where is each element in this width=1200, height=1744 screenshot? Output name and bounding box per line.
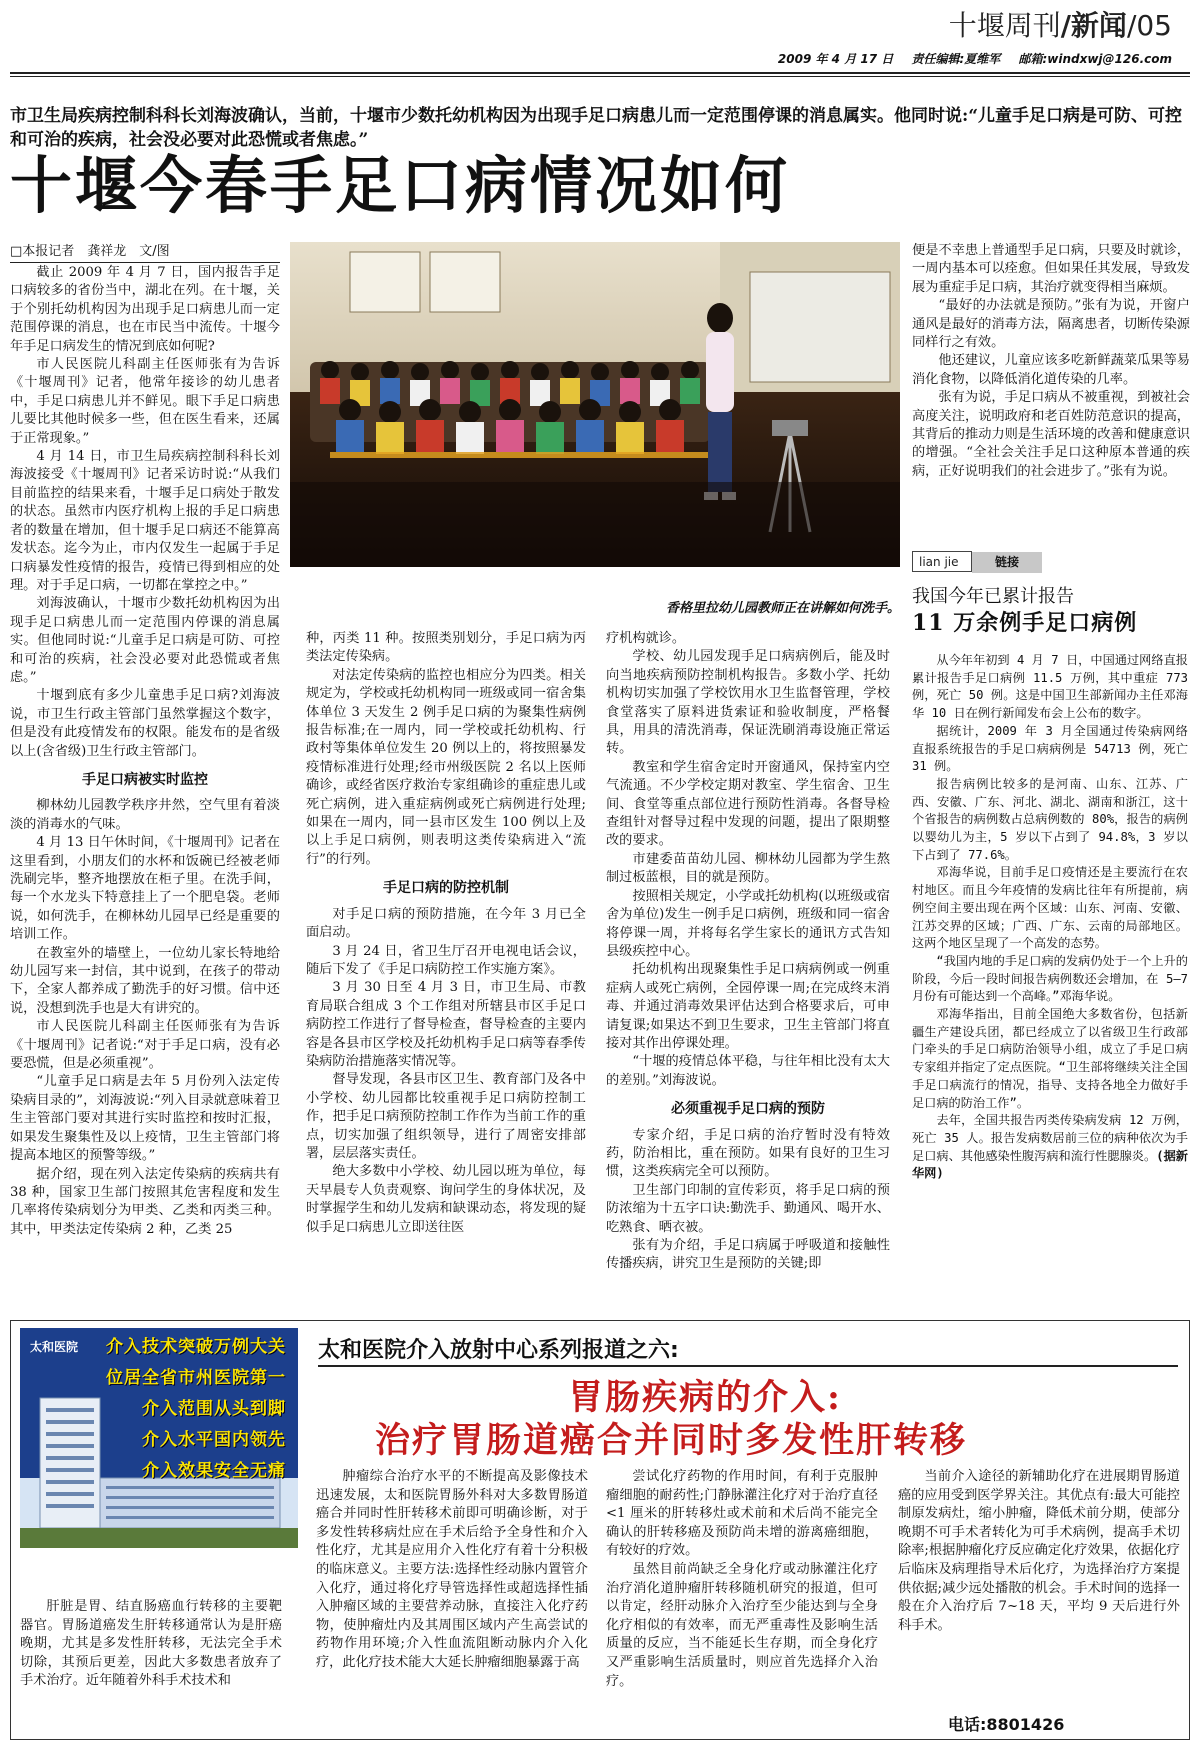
ad-series-title: 太和医院介入放射中心系列报道之六: [318, 1338, 679, 1363]
ad-series-divider [318, 1365, 1178, 1367]
paragraph: 邓海华指出，目前全国绝大多数省份，包括新疆生产建设兵团，都已经成立了以省级卫生行政部门牵头的手足口病防治领导小组，成立了手足口病专家组并指定了定点医院。“卫生部将继续关注全国手足口病流行的情况，指导、支持各地全力做好手足口病的防治工作”。 [912, 1007, 1188, 1110]
article-column-2 [306, 630, 586, 1306]
byline: □本报记者 龚祥龙 文/图 [10, 240, 280, 263]
article-column-1 [10, 264, 280, 1306]
paragraph: 肿瘤综合治疗水平的不断提高及影像技术迅速发展，太和医院胃肠外科对大多数胃肠道癌合并同时性肝转移术前即可明确诊断，对于多发性转移病灶应在手术后给予全身性和介入性化疗，尤其是应用介入性化疗有着十分积极的临床意义。主要方法:选择性经动脉内置管介入化疗，通过将化疗导管选择性或超选择性插入肿瘤区域的主要营养动脉，直接注入化疗药物，使肿瘤灶内及其周围区域内产生高尝试的药物作用环境;介入性血流阻断动脉内介入化疗，此化疗技术能大大延长肿瘤细胞暴露于高 [316, 1469, 588, 1670]
classroom-photo [290, 242, 900, 567]
sidebar-body [912, 652, 1188, 1183]
paragraph: 邓海华说，目前手足口疫情还是主要流行在农村地区。而且今年疫情的发病比往年有所提前，病例空间主要出现在两个区域：山东、河南、安徽、江苏交界的区域；广西、广东、云南的局部地区。这两个地区呈现了一个高发的态势。 [912, 865, 1188, 951]
classroom-photo-illustration [290, 242, 900, 567]
article-lead: 市卫生局疾病控制科科长刘海波确认，当前，十堰市少数托幼机构因为出现手足口病患儿而一定范围停课的消息属实。他同时说:“儿童手足口病是可防、可控和可治的疾病，社会没必要对此恐慌或者焦虑。” [10, 106, 1183, 150]
subheading-prevention-mechanism: 手足口病的防控机制 [383, 880, 509, 897]
paragraph: 绝大多数中小学校、幼儿园以班为单位，每天早晨专人负责观察、询问学生的身体状况，及时掌握学生和幼儿发病和缺课动态，将发现的疑似手足口病患儿立即送往医 [306, 1164, 586, 1235]
paragraph: “儿童手足口病是去年 5 月份列入法定传染病目录的”，刘海波说:“列入目录就意味着卫生主管部门要对其进行实时监控和按时汇报，如果发生聚集性及以上疫情，卫生主管部门将提高本地区的预警等级。” [10, 1074, 280, 1164]
paragraph: 当前介入途径的新辅助化疗在进展期胃肠道癌的应用受到医学界关注。其优点有:最大可能控制原发病灶，缩小肿瘤，降低术前分期，使部分晚期不可手术者转化为可手术病例，提高手术切除率;根据肿瘤化疗反应确定化疗效果，依据化疗后临床及病理指导术后化疗，为选择治疗方案提供依据;减少远处播散的机会。手术时间的选择一般在介入治疗后 7~18 天，平均 9 天后进行外科手术。 [898, 1469, 1180, 1633]
editor-credit: 责任编辑:夏维军 [911, 52, 1001, 66]
paragraph: 对手足口病的预防措施，在今年 3 月已全面启动。 [306, 906, 586, 941]
article-column-4 [912, 242, 1190, 542]
article-headline: 十堰今春手足口病情况如何 [10, 149, 791, 222]
link-tag [912, 551, 1098, 572]
paragraph: 便是不幸患上普通型手足口病，只要及时就诊，一周内基本可以痊愈。但如果任其发展，导致发展为重症手足口病，其治疗就变得相当麻烦。 [912, 243, 1190, 295]
ad-column-1 [20, 1598, 282, 1734]
paragraph: 4 月 13 日午休时间，《十堰周刊》记者在这里看到，小朋友们的水杯和饭碗已经被老师洗刷完毕，整齐地摆放在柜子里。在洗手间，每一个水龙头下特意挂上了一个肥皂袋。老师说，如何洗手，在柳林幼儿园早已经是重要的培训工作。 [10, 835, 280, 943]
paragraph: 据介绍，现在列入法定传染病的疾病共有 38 种，国家卫生部门按照其危害程度和发生几率将传染病划分为甲类、乙类和丙类三种。其中，甲类法定传染病 2 种，乙类 25 [10, 1166, 280, 1237]
masthead: 十堰周刊/新闻/05 [948, 9, 1172, 42]
hospital-logo: 太和医院 [30, 1340, 79, 1354]
ad-slogan: 介入技术突破万例大关 [106, 1337, 286, 1357]
paragraph: 他还建议，儿童应该多吃新鲜蔬菜瓜果等易消化食物，以降低消化道传染的几率。 [912, 353, 1190, 387]
paragraph: 教室和学生宿舍定时开窗通风，保持室内空气流通。不少学校定期对教室、学生宿舍、卫生间、食堂等重点部位进行预防性消毒。各督导检查组针对督导过程中发现的问题，提出了限期整改的要求。 [606, 759, 890, 849]
ad-column-3 [606, 1468, 878, 1734]
paragraph: 据统计，2009 年 3 月全国通过传染病网络直报系统报告的手足口病病例是 54713 例，死亡 31 例。 [912, 723, 1188, 774]
paragraph: 张有为说，手足口病从不被重视，到被社会高度关注，说明政府和老百姓防范意识的提高，其背后的推动力则是生活环境的改善和健康意识的增强。“全社会关注手足口这种原本普通的疾病，正好说明我们的社会进步了。”张有为说。 [912, 390, 1190, 479]
paragraph: 尝试化疗药物的作用时间，有利于克服肿瘤细胞的耐药性;门静脉灌注化疗对于治疗直径 <1 厘米的肝转移灶或术前和术后尚不能完全确认的肝转移癌及预防尚未增的游离癌细胞，有较好的疗效。 [606, 1469, 878, 1559]
header-divider-thin [10, 76, 1190, 77]
paragraph: 十堰到底有多少儿童患手足口病?刘海波说，市卫生行政主管部门虽然掌握这个数字，但是没有此疫情发布的权限。能发布的是省级以上(含省级)卫生行政主管部门。 [10, 688, 280, 759]
ad-slogans [106, 1332, 286, 1487]
paragraph: 截止 2009 年 4 月 7 日，国内报告手足口病较多的省份当中，湖北在列。在十堰，关于个别托幼机构因为出现手足口病患儿而一定范围停课的消息，也在市民当中流传。十堰今年手足口病发生的情况到底如何呢? [10, 265, 280, 354]
ad-headline-line-1: 胃肠疾病的介入: [568, 1377, 842, 1418]
paragraph: 去年，全国共报告丙类传染病发病 12 万例，死亡 35 人。报告发病数居前三位的病种依次为手足口病、其他感染性腹泻病和流行性腮腺炎。(据新华网) [912, 1113, 1188, 1181]
subheading-must-prevent: 必须重视手足口病的预防 [671, 1101, 825, 1118]
paragraph: 学校、幼儿园发现手足口病病例后，能及时向当地疾病预防控制机构报告。多数小学、托幼机构切实加强了学校饮用水卫生监督管理，学校食堂落实了原料进货索证和验收制度，严格餐具，用具的清洗消毒，保证洗刷消毒设施正常运转。 [606, 649, 890, 757]
header-meta [764, 50, 1172, 67]
sidebar-source: (据新华网) [912, 1148, 1188, 1181]
paragraph: 肝脏是胃、结直肠癌血行转移的主要靶器官。胃肠道癌发生肝转移通常认为是肝癌晚期，尤其是多发性肝转移，无法完全手术切除，其预后更差，因此大多数患者放弃了手术治疗。近年随着外科手术技术和 [20, 1599, 282, 1689]
paragraph: “十堰的疫情总体平稳，与往年相比没有太大的差别。”刘海波说。 [606, 1054, 890, 1088]
paragraph: 刘海波确认，十堰市少数托幼机构因为出现手足口病患儿而一定范围内停课的消息属实。但他同时说:“儿童手足口病是可防、可控和可治的疾病，社会没必要对此恐慌或者焦虑。” [10, 596, 280, 685]
sidebar-title-line-1: 我国今年已累计报告 [912, 586, 1074, 607]
paragraph: “最好的办法就是预防。”张有为说，开窗户通风是最好的消毒方法，隔离患者，切断传染源同样行之有效。 [912, 298, 1190, 351]
paragraph: 市人民医院儿科副主任医师张有为告诉《十堰周刊》记者说:“对于手足口病，没有必要恐慌，但是必须重视”。 [10, 1019, 280, 1072]
link-tag-pinyin: lian jie [912, 551, 972, 572]
header-divider [10, 72, 1190, 74]
ad-headline-line-2: 治疗胃肠道癌合并同时多发性肝转移 [375, 1420, 968, 1461]
sidebar-title-line-2: 11 万余例手足口病例 [912, 610, 1138, 636]
ad-phone: 电话:8801426 [948, 1715, 1065, 1734]
paragraph: 疗机构就诊。 [606, 631, 686, 646]
paragraph: 张有为介绍，手足口病属于呼吸道和接触性传播疾病，讲究卫生是预防的关键;即 [606, 1238, 890, 1272]
paragraph: 3 月 24 日，省卫生厅召开电视电话会议，随后下发了《手足口病防控工作实施方案》。 [306, 943, 586, 977]
subheading-monitoring: 手足口病被实时监控 [82, 771, 208, 788]
photo-caption: 香格里拉幼儿园教师正在讲解如何洗手。 [665, 601, 900, 616]
paragraph: 在教室外的墙壁上，一位幼儿家长特地给幼儿园写来一封信，其中说到，在孩子的带动下，全家人都养成了勤洗手的好习惯。信中还说，没想到洗手也是大有讲究的。 [10, 945, 280, 1016]
paragraph: 种，丙类 11 种。按照类别划分，手足口病为丙类法定传染病。 [306, 631, 586, 665]
paragraph: “我国内地的手足口病的发病仍处于一个上升的阶段，今后一段时间报告病例数还会增加，在 5—7 月份有可能达到一个高峰。”邓海华说。 [912, 953, 1188, 1004]
paragraph: 对法定传染病的监控也相应分为四类。相关规定为，学校或托幼机构同一班级或同一宿舍集体单位 3 天发生 2 例手足口病的为聚集性病例报告标准;在一周内，同一学校或托幼机构、行政村等集体单位发生 20 例以上的，将按照暴发疫情标准进行处理;经市州级医院 2 名以上医师确诊，或经省医疗救治专家组确诊的重症患儿或死亡病例，进入重症病例或死亡病例进行处理;如果在一周内，同一县市区发生 100 例以上及以上手足口病例，则表明这类传染病进入“流行”的行列。 [306, 667, 586, 867]
paragraph: 4 月 14 日，市卫生局疾病控制科科长刘海波接受《十堰周刊》记者采访时说:“从我们目前监控的结果来看，十堰手足口病处于散发的状态。虽然市内医疗机构上报的手足口病患者的数量在增加，但十堰手足口病还不能算高发状态。迄今为止，市内仅发生一起属于手足口病暴发性疫情的报告，疫情已得到相应的处理。对于手足口病，一切都在掌控之中。” [10, 449, 280, 593]
paragraph: 3 月 30 日至 4 月 3 日，市卫生局、市教育局联合组成 3 个工作组对所辖县市区手足口病防控工作进行了督导检查，督导检查的主要内容是各县市区学校及托幼机构手足口病等春季传染病防治措施落实情况等。 [306, 980, 586, 1069]
paragraph: 市人民医院儿科副主任医师张有为告诉《十堰周刊》记者，他常年接诊的幼儿患者中，手足口病患儿并不鲜见。眼下手足口病患儿要比其他时候多一些，但在医生看来，还属于正常现象。” [10, 357, 280, 446]
paragraph: 柳林幼儿园教学秩序井然，空气里有着淡淡的消毒水的气味。 [10, 798, 280, 832]
editor-email: 邮箱:windxwj@126.com [1018, 52, 1172, 66]
ad-slogan: 介入范围从头到脚 [142, 1399, 286, 1419]
article-column-3 [606, 630, 890, 1306]
paragraph: 托幼机构出现聚集性手足口病病例或一例重症病人或死亡病例，全园停课一周;在完成终末消毒、并通过消毒效果评估达到合格要求后，可申请复课;如果达不到卫生要求，卫生主管部门将直接对其作出停课处理。 [606, 962, 890, 1051]
paragraph: 从今年年初到 4 月 7 日，中国通过网络直报累计报告手足口病例 11.5 万例，其中重症 773 例，死亡 50 例。这是中国卫生部新闻办主任邓海华 10 日在例行新闻发布会上公布的数字。 [912, 653, 1188, 721]
issue-date: 2009 年 4 月 17 日 [777, 52, 894, 66]
paragraph: 市建委苗苗幼儿园、柳林幼儿园都为学生熬制过板蓝根，目的就是预防。 [606, 851, 890, 886]
paragraph: 卫生部门印制的宣传彩页，将手足口病的预防浓缩为十五字口诀:勤洗手、勤通风、喝开水、吃熟食、晒衣被。 [606, 1182, 890, 1235]
ad-slogan: 介入水平国内领先 [142, 1430, 286, 1450]
ad-slogan: 位居全省市州医院第一 [106, 1368, 286, 1388]
ad-column-2 [316, 1468, 588, 1734]
paragraph: 按照相关规定，小学或托幼机构(以班级或宿舍为单位)发生一例手足口病例，班级和同一宿舍将停课一周，并将每名学生家长的通讯方式告知县级疾控中心。 [606, 888, 890, 959]
page-header [764, 10, 1172, 67]
paragraph: 督导发现，各县市区卫生、教育部门及各中小学校、幼儿园都比较重视手足口病防控制工作，把手足口病预防控制工作作为当前工作的重点，切实加强了组织领导，进行了周密安排部署，层层落实责任。 [306, 1072, 586, 1161]
paragraph: 报告病例比较多的是河南、山东、江苏、广西、安徽、广东、河北、湖北、湖南和浙江，这十个省报告的病例数占总病例数的 80%，报告的病例以婴幼儿为主，5 岁以下占到了 94.8%，3 岁以下占到了 77.6%。 [912, 776, 1188, 862]
ad-column-4 [898, 1468, 1180, 1704]
paragraph: 专家介绍，手足口病的治疗暂时没有特效药，防治相比，重在预防。如果有良好的卫生习惯，这类疾病完全可以预防。 [606, 1127, 890, 1180]
ad-slogan: 介入效果安全无痛 [142, 1461, 286, 1481]
paragraph: 虽然目前尚缺乏全身化疗或动脉灌注化疗治疗消化道肿瘤肝转移随机研究的报道，但可以肯定，经肝动脉介入治疗至少能达到与全身化疗相似的有效率，而无严重毒性及影响生活质量的反应，当不能延长生存期，而全身化疗又严重影响生活质量时，则应首先选择介入治疗。 [606, 1561, 878, 1689]
link-tag-label: 链接 [972, 552, 1042, 573]
hospital-ad-image [20, 1328, 298, 1548]
